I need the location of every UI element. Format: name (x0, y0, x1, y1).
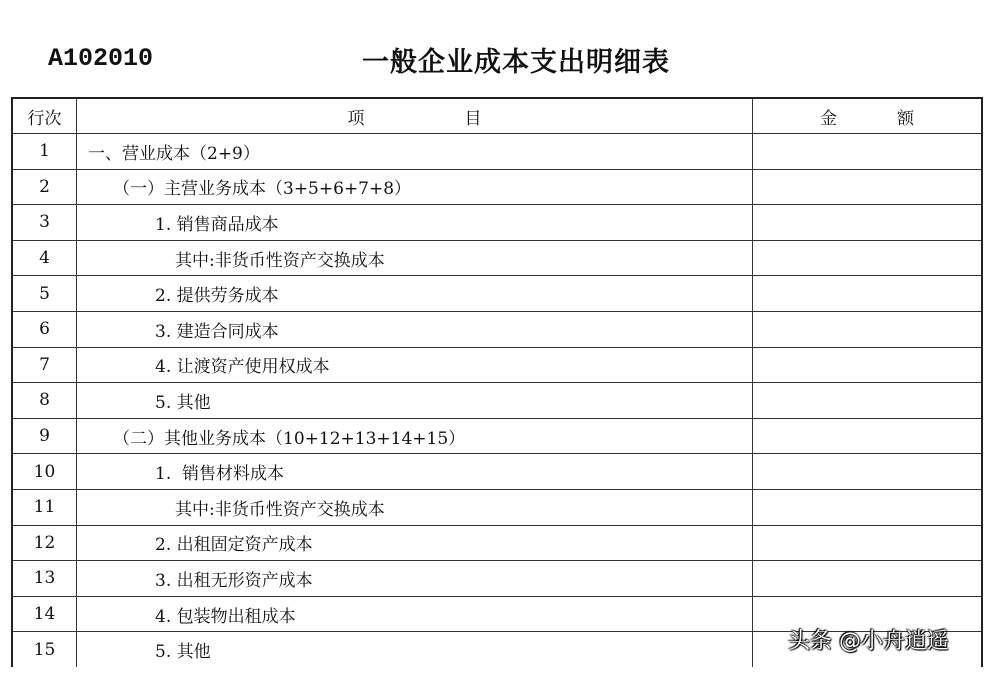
row-item: 5. 其他 (77, 632, 753, 667)
row-number: 8 (12, 383, 77, 419)
row-amount (753, 454, 983, 490)
row-item: 其中:非货币性资产交换成本 (77, 489, 753, 525)
row-number: 1 (12, 134, 77, 170)
row-number: 2 (12, 169, 77, 205)
header-item (77, 98, 753, 134)
row-item: 3. 出租无形资产成本 (77, 561, 753, 597)
row-number: 6 (12, 311, 77, 347)
row-amount (753, 276, 983, 312)
table-row (12, 134, 982, 170)
row-amount (753, 347, 983, 383)
table-header-row (12, 98, 982, 134)
header-amount-right: 额 (897, 108, 914, 129)
row-number: 9 (12, 418, 77, 454)
row-item: 1. 销售商品成本 (77, 205, 753, 241)
watermark-text: 头条 @小舟逍遥 (788, 629, 949, 654)
row-item: 4. 让渡资产使用权成本 (77, 347, 753, 383)
row-item: 5. 其他 (77, 383, 753, 419)
row-item: 2. 出租固定资产成本 (77, 525, 753, 561)
row-item: 4. 包装物出租成本 (77, 596, 753, 632)
row-item: 1. 销售材料成本 (77, 454, 753, 490)
table-row (12, 454, 982, 490)
table-row (12, 169, 982, 205)
row-number: 15 (12, 632, 77, 667)
table-row (12, 418, 982, 454)
row-item: 一、营业成本（2+9） (77, 134, 753, 170)
row-item: （一）主营业务成本（3+5+6+7+8） (77, 169, 753, 205)
header-item-right: 目 (464, 108, 482, 129)
table-row (12, 311, 982, 347)
row-number: 3 (12, 205, 77, 241)
row-amount (753, 240, 983, 276)
table-row (12, 561, 982, 597)
row-amount (753, 169, 983, 205)
row-item: 2. 提供劳务成本 (77, 276, 753, 312)
table-row (12, 347, 982, 383)
row-item: 3. 建造合同成本 (77, 311, 753, 347)
table-row (12, 383, 982, 419)
row-amount (753, 418, 983, 454)
cost-detail-table (11, 97, 983, 667)
table-row (12, 489, 982, 525)
form-code: A102010 (48, 44, 154, 73)
header-amount-left: 金 (820, 108, 837, 129)
row-amount (753, 311, 983, 347)
row-number: 4 (12, 240, 77, 276)
row-item: （二）其他业务成本（10+12+13+14+15） (77, 418, 753, 454)
row-number: 14 (12, 596, 77, 632)
row-amount (753, 489, 983, 525)
row-amount (753, 134, 983, 170)
row-amount (753, 561, 983, 597)
row-number: 13 (12, 561, 77, 597)
table-row (12, 205, 982, 241)
row-number: 7 (12, 347, 77, 383)
table-row (12, 276, 982, 312)
row-number: 5 (12, 276, 77, 312)
table-row (12, 525, 982, 561)
table-row (12, 240, 982, 276)
header-amount (753, 98, 983, 134)
row-amount (753, 383, 983, 419)
row-amount (753, 205, 983, 241)
form-title: 一般企业成本支出明细表 (362, 47, 670, 78)
row-item: 其中:非货币性资产交换成本 (77, 240, 753, 276)
row-number: 10 (12, 454, 77, 490)
header-row-no: 行次 (12, 98, 77, 134)
row-number: 12 (12, 525, 77, 561)
header-item-left: 项 (347, 108, 365, 129)
row-amount (753, 525, 983, 561)
row-number: 11 (12, 489, 77, 525)
